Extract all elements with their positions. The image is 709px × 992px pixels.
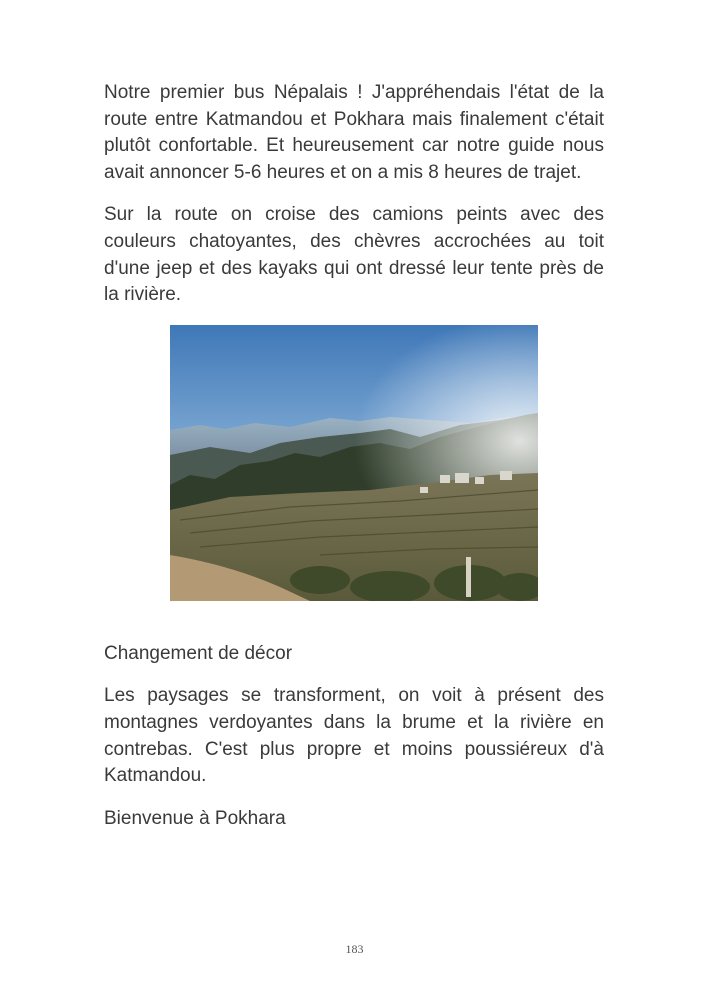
page-number: 183 bbox=[345, 942, 364, 956]
section-heading-decor: Changement de décor bbox=[104, 642, 293, 664]
paragraph-bus: Notre premier bus Népalais ! J'appréhendais l'état de la route entre Katmandou et Pokhara mais finalement c'était plutôt confortable. Et heureusement car notre guide nous avait annoncer 5-6 heures et on a mis 8 heures de trajet. bbox=[104, 82, 604, 183]
document-page bbox=[104, 80, 604, 848]
section-heading-pokhara: Bienvenue à Pokhara bbox=[104, 807, 286, 829]
landscape-photo bbox=[170, 325, 538, 601]
paragraph-route: Sur la route on croise des camions peints avec des couleurs chatoyantes, des chèvres accrochées au toit d'une jeep et des kayaks qui ont dressé leur tente près de la rivière. bbox=[104, 204, 604, 306]
paragraph-paysages: Les paysages se transforment, on voit à présent des montagnes verdoyantes dans la brume et la rivière en contrebas. C'est plus propre et moins poussiéreux d'à Katmandou. bbox=[104, 685, 604, 787]
photo-container bbox=[104, 325, 604, 601]
